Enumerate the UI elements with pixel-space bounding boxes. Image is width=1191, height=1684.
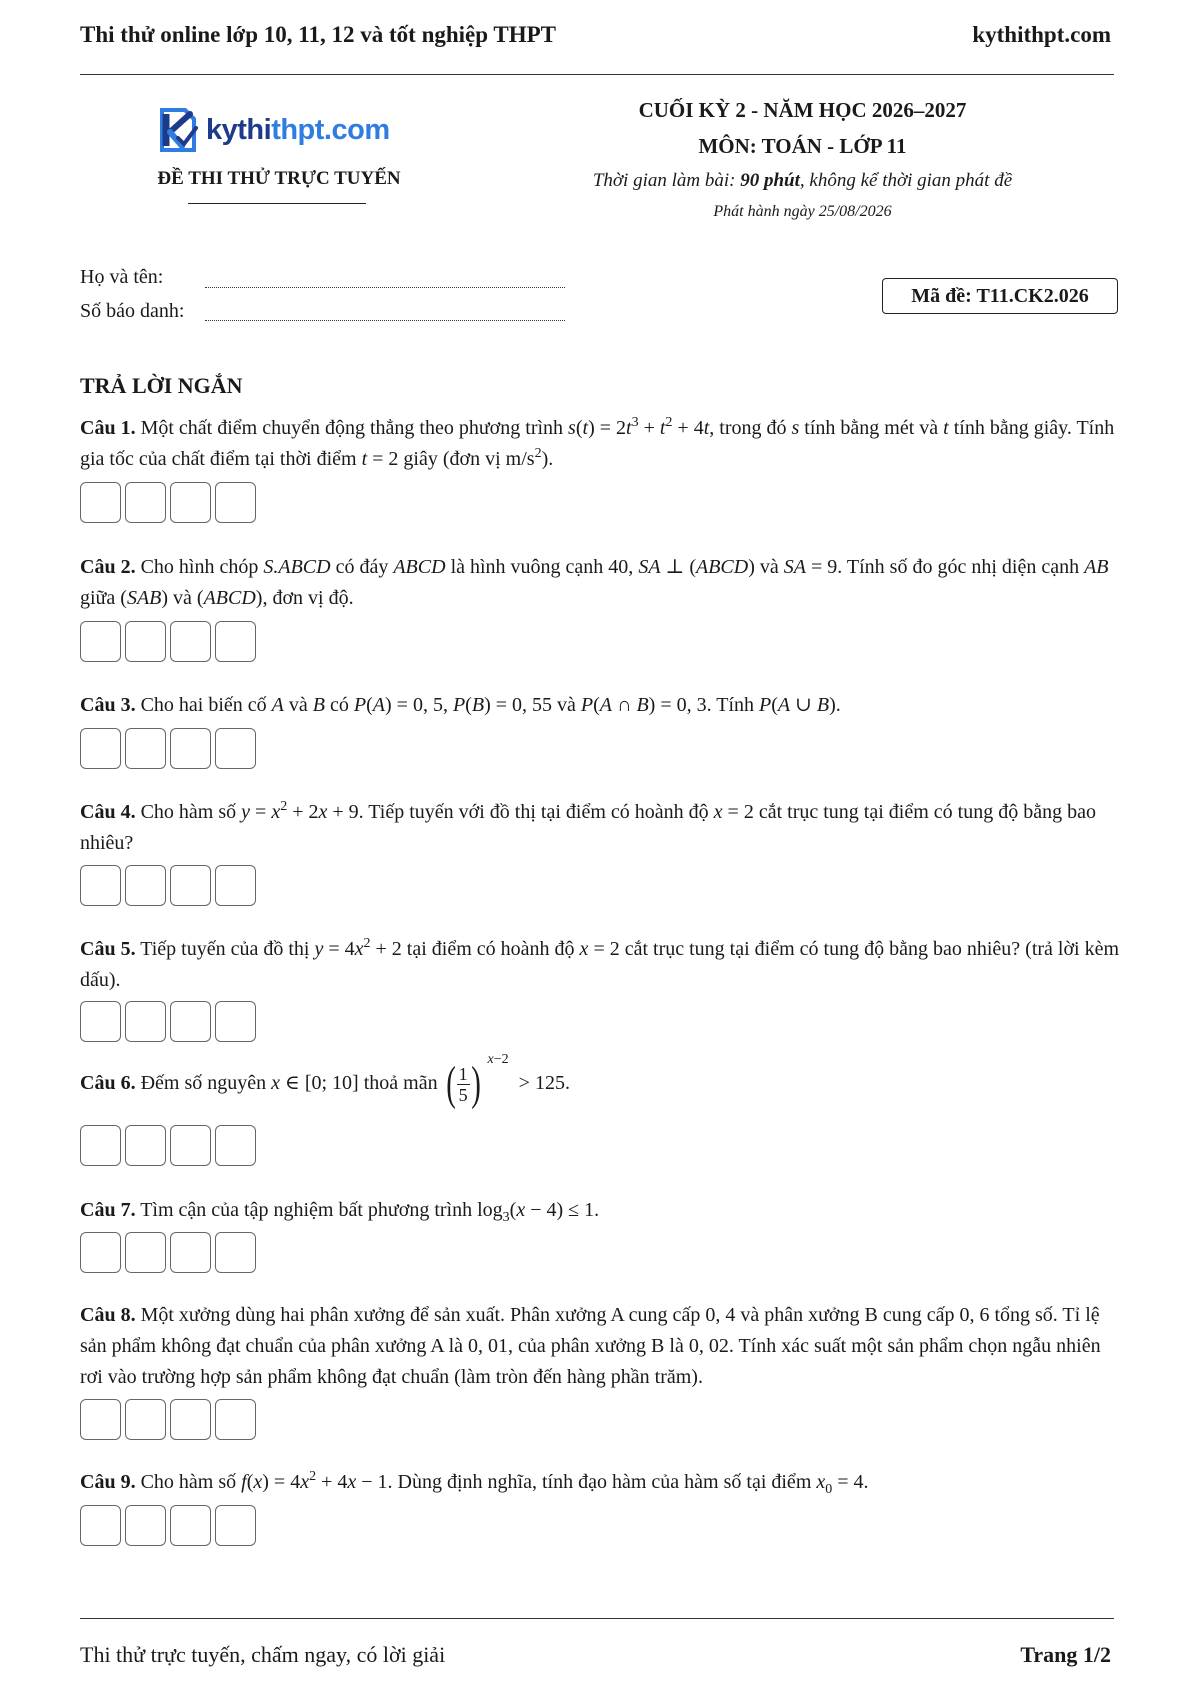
question-5: Câu 5. Tiếp tuyến của đồ thị $y = 4x^2 + 2$ tại điểm có hoành độ x = 2 cắt trục tung tại điểm có tung độ bằng bao nhiêu? (trả lời kèm dấu). xyxy=(80,936,1120,991)
answer-box[interactable] xyxy=(125,482,166,523)
exam-duration: Thời gian làm bài: 90 phút, không kể thời gian phát đề xyxy=(592,170,1013,191)
answer-box[interactable] xyxy=(125,865,166,906)
student-id-field[interactable] xyxy=(205,320,565,321)
site-domain: kythithpt.com xyxy=(972,22,1111,47)
question-6: Câu 6. Đếm số nguyên x ∈ [0; 10] thoả mãn ( $\frac{1}{5}$ ) $^{x-2}$ > 125. xyxy=(80,1052,570,1111)
answer-box[interactable] xyxy=(80,728,121,769)
answer-boxes-1 xyxy=(80,482,256,523)
answer-boxes-8 xyxy=(80,1399,256,1440)
exam-code-badge: Mã đề: T11.CK2.026 xyxy=(882,278,1118,314)
question-label: Câu 7. xyxy=(80,1199,136,1221)
answer-box[interactable] xyxy=(170,1125,211,1166)
answer-box[interactable] xyxy=(170,865,211,906)
answer-boxes-3 xyxy=(80,728,256,769)
question-1: Câu 1. Một chất điểm chuyển động thẳng theo phương trình $s(t) = 2t^3 + t^2 + 4t$, trong đó s tính bằng mét và t tính bằng giây. Tính gia tốc của chất điểm tại thời điểm t = 2 giây (đơn vị $m/s^2$). xyxy=(80,415,1115,470)
question-7: Câu 7. Tìm cận của tập nghiệm bất phương trình $\log_3(x - 4) \le 1$. xyxy=(80,1199,600,1225)
question-2: Câu 2. Cho hình chóp S.ABCD có đáy ABCD là hình vuông cạnh 40, SA ⊥ (ABCD) và SA = 9. Tính số đo góc nhị diện cạnh AB giữa (SAB) và (ABCD), đơn vị độ. xyxy=(80,556,1109,609)
fraction-expression: ( $\frac{1}{5}$ ) xyxy=(445,1057,481,1111)
answer-box[interactable] xyxy=(80,865,121,906)
answer-box[interactable] xyxy=(80,482,121,523)
answer-box[interactable] xyxy=(170,1232,211,1273)
answer-box[interactable] xyxy=(170,482,211,523)
answer-boxes-4 xyxy=(80,865,256,906)
online-exam-title: ĐỀ THI THỬ TRỰC TUYẾN xyxy=(157,168,401,189)
answer-box[interactable] xyxy=(215,1001,256,1042)
answer-box[interactable] xyxy=(215,1125,256,1166)
answer-box[interactable] xyxy=(215,865,256,906)
answer-box[interactable] xyxy=(125,621,166,662)
answer-box[interactable] xyxy=(125,728,166,769)
answer-box[interactable] xyxy=(80,1399,121,1440)
student-id-label: Số báo danh: xyxy=(80,300,185,322)
answer-box[interactable] xyxy=(215,1399,256,1440)
answer-box[interactable] xyxy=(125,1232,166,1273)
answer-box[interactable] xyxy=(170,1001,211,1042)
answer-box[interactable] xyxy=(80,1232,121,1273)
answer-box[interactable] xyxy=(125,1505,166,1546)
release-date: Phát hành ngày 25/08/2026 xyxy=(713,203,892,220)
question-8: Câu 8. Một xưởng dùng hai phân xưởng để sản xuất. Phân xưởng A cung cấp 0, 4 và phân xưởng B cung cấp 0, 6 tổng số. Tỉ lệ sản phẩm không đạt chuẩn của phân xưởng A là 0, 01, của phân xưởng B là 0, 02. Tính xác suất một sản phẩm chọn ngẫu nhiên rơi vào trường hợp sản phẩm không đạt chuẩn (làm tròn đến hàng phần trăm). xyxy=(80,1304,1101,1388)
section-title: TRẢ LỜI NGẮN xyxy=(80,373,243,398)
answer-box[interactable] xyxy=(170,1505,211,1546)
name-field[interactable] xyxy=(205,287,565,288)
answer-boxes-7 xyxy=(80,1232,256,1273)
answer-box[interactable] xyxy=(80,1505,121,1546)
exam-subject: MÔN: TOÁN - LỚP 11 xyxy=(698,134,907,158)
question-label: Câu 4. xyxy=(80,801,136,823)
logo-wordmark: kythithpt.com xyxy=(206,113,390,146)
answer-box[interactable] xyxy=(80,621,121,662)
answer-box[interactable] xyxy=(170,728,211,769)
answer-box[interactable] xyxy=(170,1399,211,1440)
answer-box[interactable] xyxy=(80,1125,121,1166)
logo-icon xyxy=(152,104,200,156)
question-label: Câu 8. xyxy=(80,1304,136,1326)
answer-box[interactable] xyxy=(215,482,256,523)
site-logo xyxy=(152,100,412,160)
site-tagline: Thi thử online lớp 10, 11, 12 và tốt nghiệp THPT xyxy=(80,22,556,47)
answer-box[interactable] xyxy=(80,1001,121,1042)
title-underline xyxy=(188,203,366,204)
answer-box[interactable] xyxy=(215,1505,256,1546)
question-label: Câu 5. xyxy=(80,938,136,960)
question-3: Câu 3. Cho hai biến cố A và B có P(A) = 0, 5, P(B) = 0, 55 và P(A ∩ B) = 0, 3. Tính P(A ∪ B). xyxy=(80,694,841,716)
answer-boxes-6 xyxy=(80,1125,256,1166)
answer-box[interactable] xyxy=(215,621,256,662)
question-label: Câu 9. xyxy=(80,1471,136,1493)
question-label: Câu 2. xyxy=(80,556,136,578)
question-9: Câu 9. Cho hàm số $f(x) = 4x^2 + 4x - 1$. Dùng định nghĩa, tính đạo hàm của hàm số tại điểm $x_0 = 4$. xyxy=(80,1469,869,1497)
answer-boxes-9 xyxy=(80,1505,256,1546)
answer-box[interactable] xyxy=(125,1399,166,1440)
footer-divider xyxy=(80,1618,1114,1619)
answer-boxes-2 xyxy=(80,621,256,662)
page-number: Trang 1/2 xyxy=(1020,1642,1111,1667)
header-divider xyxy=(80,74,1114,75)
answer-box[interactable] xyxy=(125,1001,166,1042)
footer-tagline: Thi thử trực tuyến, chấm ngay, có lời giải xyxy=(80,1642,446,1667)
answer-box[interactable] xyxy=(170,621,211,662)
question-label: Câu 1. xyxy=(80,417,136,439)
answer-boxes-5 xyxy=(80,1001,256,1042)
question-label: Câu 3. xyxy=(80,694,136,716)
answer-box[interactable] xyxy=(215,1232,256,1273)
question-label: Câu 6. xyxy=(80,1072,136,1094)
answer-box[interactable] xyxy=(125,1125,166,1166)
name-label: Họ và tên: xyxy=(80,266,164,288)
exam-title: CUỐI KỲ 2 - NĂM HỌC 2026–2027 xyxy=(638,98,967,122)
question-4: Câu 4. Cho hàm số $y = x^2 + 2x + 9$. Tiếp tuyến với đồ thị tại điểm có hoành độ x = 2 cắt trục tung tại điểm có tung độ bằng bao nhiêu? xyxy=(80,799,1096,854)
answer-box[interactable] xyxy=(215,728,256,769)
